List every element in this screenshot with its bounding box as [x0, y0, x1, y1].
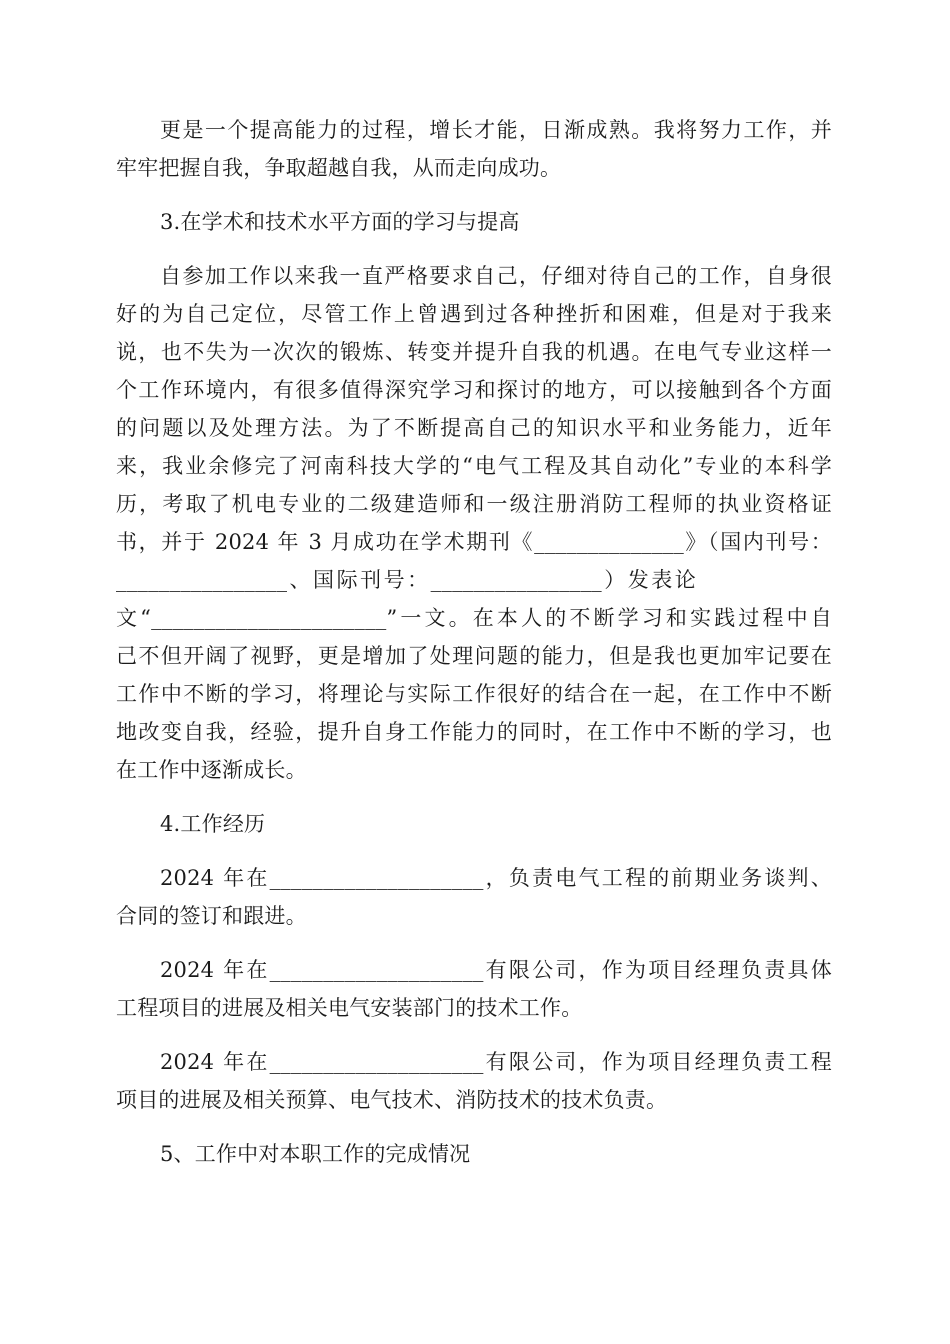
paragraph-line: 好的为自己定位，尽管工作上曾遇到过各种挫折和困难，但是对于我来 — [116, 302, 832, 326]
paragraph-line: 工程项目的进展及相关电气安装部门的技术工作。 — [116, 996, 583, 1020]
paragraph-line: 工作中不断的学习，将理论与实际工作很好的结合在一起，在工作中不断 — [116, 682, 832, 706]
paragraph-line: 来，我业余修完了河南科技大学的“电气工程及其自动化”专业的本科学 — [116, 454, 832, 478]
paragraph-line: 2024 年在____________________有限公司，作为项目经理负责工程 — [160, 1050, 832, 1074]
paragraph-line: 文“______________________”一文。在本人的不断学习和实践过程中自 — [116, 606, 832, 630]
paragraph-line: 的问题以及处理方法。为了不断提高自己的知识水平和业务能力，近年 — [116, 416, 832, 440]
paragraph-line: ________________、国际刊号：________________）发表论 — [116, 568, 696, 592]
paragraph-line: 自参加工作以来我一直严格要求自己，仔细对待自己的工作，自身很 — [160, 264, 832, 288]
paragraph-line: 项目的进展及相关预算、电气技术、消防技术的技术负责。 — [116, 1088, 668, 1112]
paragraph-line: 在工作中逐渐成长。 — [116, 758, 307, 782]
paragraph-line: 历，考取了机电专业的二级建造师和一级注册消防工程师的执业资格证 — [116, 492, 832, 516]
paragraph-line: 2024 年在____________________，负责电气工程的前期业务谈判、 — [160, 866, 832, 890]
paragraph-line: 说，也不失为一次次的锻炼、转变并提升自我的机遇。在电气专业这样一 — [116, 340, 832, 364]
paragraph-line: 牢牢把握自我，争取超越自我，从而走向成功。 — [116, 156, 562, 180]
paragraph-line: 个工作环境内，有很多值得深究学习和探讨的地方，可以接触到各个方面 — [116, 378, 832, 402]
paragraph-line: 己不但开阔了视野，更是增加了处理问题的能力，但是我也更加牢记要在 — [116, 644, 832, 668]
section-heading: 5、工作中对本职工作的完成情况 — [160, 1142, 471, 1166]
paragraph-line: 更是一个提高能力的过程，增长才能，日渐成熟。我将努力工作，并 — [160, 118, 832, 142]
section-heading: 4.工作经历 — [160, 812, 266, 836]
paragraph-line: 书，并于 2024 年 3 月成功在学术期刊《______________》（国内刊号： — [116, 530, 832, 554]
paragraph-line: 2024 年在____________________有限公司，作为项目经理负责具体 — [160, 958, 832, 982]
paragraph-line: 合同的签订和跟进。 — [116, 904, 307, 928]
section-heading: 3.在学术和技术水平方面的学习与提高 — [160, 210, 520, 234]
paragraph-line: 地改变自我，经验，提升自身工作能力的同时，在工作中不断的学习，也 — [116, 720, 832, 744]
